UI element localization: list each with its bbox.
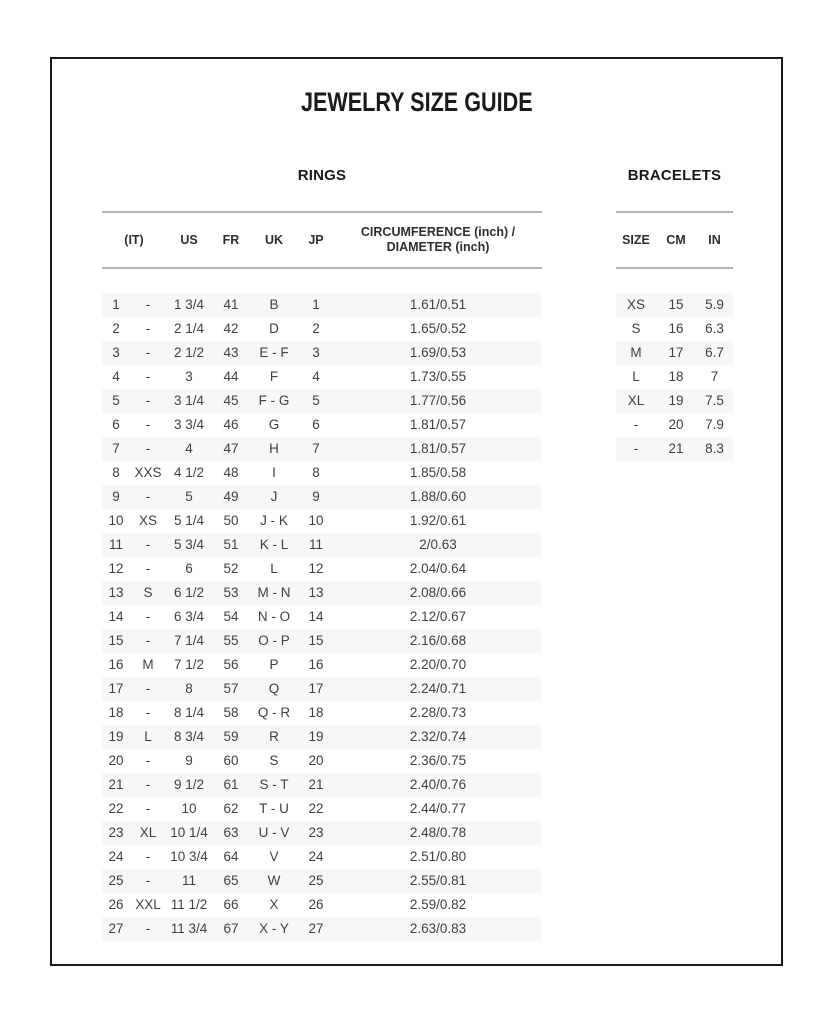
cell-it: 23 — [108, 824, 124, 840]
cell-uk: J — [270, 488, 278, 504]
cell-jp: 23 — [308, 824, 324, 840]
cell-uk: K - L — [259, 536, 289, 552]
cell-fr: 50 — [223, 512, 239, 528]
cell-uk: V — [269, 848, 279, 864]
cell-in: 7 — [710, 368, 719, 384]
table-row — [102, 605, 542, 629]
cell-circumference: 2.32/0.74 — [409, 728, 467, 744]
cell-us: 5 — [185, 488, 193, 504]
cell-jp: 10 — [308, 512, 324, 528]
cell-uk: P — [269, 656, 279, 672]
table-row — [102, 293, 542, 317]
cell-jp: 6 — [312, 416, 320, 432]
table-row — [102, 629, 542, 653]
cell-fr: 61 — [223, 776, 239, 792]
bracelets-table-body — [616, 293, 733, 461]
cell-it: 5 — [112, 392, 120, 408]
cell-it: 11 — [108, 536, 123, 552]
cell-cm: 17 — [668, 344, 684, 360]
cell-us: 11 — [181, 872, 196, 888]
cell-in: 7.9 — [705, 416, 724, 432]
cell-fr: 66 — [223, 896, 239, 912]
cell-jp: 20 — [308, 752, 324, 768]
table-row — [102, 749, 542, 773]
cell-size: M — [630, 344, 642, 360]
cell-jp: 13 — [308, 584, 324, 600]
col-header-jp: JP — [308, 232, 324, 247]
table-row — [102, 845, 542, 869]
cell-uk: F — [269, 368, 279, 384]
cell-size: S — [631, 320, 641, 336]
cell-it: 17 — [108, 680, 124, 696]
cell-circumference: 1.69/0.53 — [409, 344, 467, 360]
cell-cm: 21 — [668, 440, 684, 456]
cell-us: 2 1/2 — [173, 344, 205, 360]
cell-cm: 16 — [668, 320, 684, 336]
cell-jp: 17 — [308, 680, 324, 696]
col-header-cm: CM — [666, 232, 686, 247]
table-row — [616, 341, 733, 365]
cell-size: L — [632, 368, 640, 384]
cell-circumference: 1.81/0.57 — [409, 416, 467, 432]
cell-fr: 53 — [223, 584, 239, 600]
table-row — [102, 317, 542, 341]
table-row — [102, 893, 542, 917]
cell-jp: 24 — [308, 848, 324, 864]
cell-fr: 56 — [223, 656, 239, 672]
cell-fr: 45 — [223, 392, 239, 408]
table-row — [102, 653, 542, 677]
cell-us: 10 — [181, 800, 197, 816]
cell-intl: - — [145, 800, 151, 816]
cell-circumference: 2.63/0.83 — [409, 920, 467, 936]
cell-us: 5 3/4 — [173, 536, 205, 552]
cell-us: 6 3/4 — [173, 608, 205, 624]
cell-fr: 47 — [223, 440, 239, 456]
cell-us: 3 3/4 — [173, 416, 205, 432]
cell-it: 6 — [112, 416, 120, 432]
cell-circumference: 2.24/0.71 — [409, 680, 467, 696]
table-row — [102, 581, 542, 605]
cell-it: 25 — [108, 872, 124, 888]
cell-circumference: 2/0.63 — [419, 536, 457, 552]
table-row — [102, 341, 542, 365]
cell-circumference: 1.81/0.57 — [409, 440, 467, 456]
cell-in: 6.7 — [705, 344, 724, 360]
col-header-fr: FR — [222, 232, 240, 247]
table-row — [102, 485, 542, 509]
cell-circumference: 2.28/0.73 — [409, 704, 467, 720]
cell-in: 7.5 — [705, 392, 724, 408]
table-row — [102, 509, 542, 533]
cell-circumference: 2.48/0.78 — [409, 824, 467, 840]
cell-us: 3 — [185, 368, 193, 384]
cell-jp: 26 — [308, 896, 324, 912]
size-guide-content — [52, 167, 781, 941]
table-row — [102, 413, 542, 437]
cell-circumference: 2.59/0.82 — [409, 896, 467, 912]
cell-it: 10 — [108, 512, 124, 528]
cell-it: 14 — [108, 608, 124, 624]
rings-header-row — [102, 211, 542, 269]
cell-jp: 7 — [312, 440, 320, 456]
cell-us: 6 1/2 — [173, 584, 205, 600]
cell-jp: 14 — [308, 608, 324, 624]
cell-jp: 11 — [308, 536, 323, 552]
cell-us: 8 3/4 — [173, 728, 205, 744]
cell-size: - — [633, 416, 639, 432]
cell-intl: S — [143, 584, 153, 600]
rings-section-title: RINGS — [297, 167, 347, 184]
cell-intl: - — [145, 608, 151, 624]
cell-fr: 48 — [223, 464, 239, 480]
cell-jp: 16 — [308, 656, 324, 672]
cell-intl: - — [145, 296, 151, 312]
cell-it: 9 — [112, 488, 120, 504]
cell-fr: 44 — [223, 368, 239, 384]
cell-uk: Q - R — [257, 704, 291, 720]
cell-us: 4 — [185, 440, 193, 456]
cell-uk: S - T — [259, 776, 289, 792]
cell-uk: R — [269, 728, 279, 744]
cell-fr: 41 — [223, 296, 239, 312]
cell-fr: 60 — [223, 752, 239, 768]
table-row — [102, 917, 542, 941]
cell-us: 9 1/2 — [173, 776, 205, 792]
cell-circumference: 2.08/0.66 — [409, 584, 467, 600]
cell-us: 10 3/4 — [170, 848, 208, 864]
table-row — [102, 389, 542, 413]
table-row — [616, 365, 733, 389]
rings-section — [102, 167, 542, 941]
cell-it: 8 — [112, 464, 120, 480]
table-row — [616, 389, 733, 413]
cell-intl: XXL — [135, 896, 161, 912]
cell-uk: N - O — [257, 608, 291, 624]
cell-jp: 18 — [308, 704, 324, 720]
cell-in: 5.9 — [705, 296, 724, 312]
cell-fr: 57 — [223, 680, 239, 696]
size-guide-panel — [50, 57, 783, 966]
cell-fr: 63 — [223, 824, 239, 840]
cell-uk: O - P — [258, 632, 290, 648]
table-row — [102, 677, 542, 701]
cell-intl: M — [142, 656, 154, 672]
cell-intl: - — [145, 704, 151, 720]
table-row — [616, 317, 733, 341]
cell-fr: 67 — [223, 920, 239, 936]
cell-fr: 49 — [223, 488, 239, 504]
cell-intl: - — [145, 848, 151, 864]
cell-fr: 55 — [223, 632, 239, 648]
cell-intl: - — [145, 416, 151, 432]
cell-us: 3 1/4 — [173, 392, 205, 408]
cell-circumference: 2.44/0.77 — [409, 800, 467, 816]
cell-fr: 58 — [223, 704, 239, 720]
table-row — [102, 533, 542, 557]
cell-us: 9 — [185, 752, 193, 768]
cell-fr: 46 — [223, 416, 239, 432]
cell-circumference: 2.36/0.75 — [409, 752, 467, 768]
cell-uk: B — [269, 296, 279, 312]
cell-intl: XS — [138, 512, 157, 528]
cell-uk: J - K — [260, 512, 288, 528]
cell-it: 13 — [108, 584, 124, 600]
cell-it: 12 — [108, 560, 124, 576]
cell-it: 15 — [108, 632, 124, 648]
col-header-us: US — [180, 232, 198, 247]
cell-us: 8 — [185, 680, 193, 696]
cell-cm: 15 — [668, 296, 684, 312]
cell-us: 11 1/2 — [170, 896, 208, 912]
cell-it: 26 — [108, 896, 124, 912]
cell-it: 3 — [112, 344, 120, 360]
cell-uk: W — [267, 872, 281, 888]
cell-intl: XXS — [134, 464, 162, 480]
cell-fr: 65 — [223, 872, 239, 888]
cell-it: 22 — [108, 800, 124, 816]
table-row — [102, 461, 542, 485]
cell-intl: L — [144, 728, 152, 744]
cell-it: 2 — [112, 320, 120, 336]
cell-intl: - — [145, 920, 151, 936]
cell-circumference: 2.04/0.64 — [409, 560, 467, 576]
cell-intl: - — [145, 680, 151, 696]
cell-jp: 21 — [308, 776, 324, 792]
table-row — [102, 557, 542, 581]
table-row — [102, 773, 542, 797]
cell-uk: U - V — [258, 824, 290, 840]
cell-us: 5 1/4 — [173, 512, 205, 528]
cell-fr: 42 — [223, 320, 239, 336]
cell-us: 7 1/2 — [173, 656, 205, 672]
cell-size: - — [633, 440, 639, 456]
cell-circumference: 2.16/0.68 — [409, 632, 467, 648]
cell-us: 7 1/4 — [173, 632, 205, 648]
col-header-size: SIZE — [622, 232, 650, 247]
table-row — [102, 365, 542, 389]
cell-circumference: 2.51/0.80 — [409, 848, 467, 864]
cell-circumference: 2.20/0.70 — [409, 656, 467, 672]
table-row — [102, 725, 542, 749]
cell-fr: 62 — [223, 800, 239, 816]
cell-circumference: 1.65/0.52 — [409, 320, 467, 336]
col-header-circumference: CIRCUMFERENCE (inch) / DIAMETER (inch) — [360, 225, 516, 254]
cell-uk: G — [268, 416, 280, 432]
col-header-it: (IT) — [124, 232, 144, 247]
table-row — [616, 413, 733, 437]
cell-it: 21 — [108, 776, 124, 792]
cell-circumference: 1.73/0.55 — [409, 368, 467, 384]
cell-circumference: 2.40/0.76 — [409, 776, 467, 792]
cell-intl: - — [145, 776, 151, 792]
cell-intl: - — [145, 560, 151, 576]
cell-fr: 51 — [223, 536, 239, 552]
col-header-in: IN — [708, 232, 721, 247]
cell-uk: E - F — [259, 344, 289, 360]
cell-it: 18 — [108, 704, 124, 720]
cell-it: 27 — [108, 920, 124, 936]
cell-us: 6 — [185, 560, 193, 576]
cell-intl: XL — [139, 824, 157, 840]
cell-jp: 1 — [312, 296, 320, 312]
cell-intl: - — [145, 872, 151, 888]
cell-cm: 20 — [668, 416, 684, 432]
cell-size: XS — [626, 296, 645, 312]
cell-fr: 52 — [223, 560, 239, 576]
cell-jp: 2 — [312, 320, 320, 336]
cell-circumference: 1.92/0.61 — [409, 512, 467, 528]
cell-fr: 64 — [223, 848, 239, 864]
page-title: JEWELRY SIZE GUIDE — [300, 87, 533, 117]
cell-jp: 8 — [312, 464, 320, 480]
cell-it: 16 — [108, 656, 124, 672]
cell-fr: 59 — [223, 728, 239, 744]
cell-circumference: 2.55/0.81 — [409, 872, 467, 888]
cell-jp: 15 — [308, 632, 324, 648]
cell-circumference: 1.77/0.56 — [409, 392, 467, 408]
cell-intl: - — [145, 368, 151, 384]
cell-us: 10 1/4 — [170, 824, 208, 840]
cell-uk: X — [269, 896, 279, 912]
cell-intl: - — [145, 392, 151, 408]
cell-uk: D — [269, 320, 279, 336]
cell-jp: 4 — [312, 368, 320, 384]
rings-table-body — [102, 293, 542, 941]
cell-it: 20 — [108, 752, 124, 768]
cell-circumference: 2.12/0.67 — [409, 608, 467, 624]
cell-intl: - — [145, 536, 151, 552]
cell-jp: 19 — [308, 728, 324, 744]
cell-jp: 12 — [308, 560, 324, 576]
cell-cm: 19 — [668, 392, 684, 408]
cell-jp: 27 — [308, 920, 324, 936]
cell-uk: I — [272, 464, 276, 480]
cell-intl: - — [145, 440, 151, 456]
cell-uk: T - U — [259, 800, 289, 816]
cell-jp: 3 — [312, 344, 320, 360]
table-row — [102, 869, 542, 893]
cell-jp: 5 — [312, 392, 320, 408]
table-row — [102, 701, 542, 725]
cell-uk: X - Y — [259, 920, 289, 936]
cell-jp: 22 — [308, 800, 324, 816]
col-header-uk: UK — [264, 232, 284, 247]
cell-us: 1 3/4 — [173, 296, 205, 312]
cell-it: 24 — [108, 848, 124, 864]
cell-circumference: 1.85/0.58 — [409, 464, 467, 480]
cell-jp: 9 — [312, 488, 320, 504]
cell-size: XL — [627, 392, 645, 408]
cell-it: 19 — [108, 728, 124, 744]
cell-us: 2 1/4 — [173, 320, 205, 336]
table-row — [616, 293, 733, 317]
bracelets-section-title: BRACELETS — [627, 167, 722, 184]
cell-circumference: 1.88/0.60 — [409, 488, 467, 504]
cell-uk: S — [269, 752, 279, 768]
table-row — [102, 821, 542, 845]
cell-intl: - — [145, 752, 151, 768]
table-row — [102, 797, 542, 821]
cell-uk: Q — [268, 680, 280, 696]
cell-jp: 25 — [308, 872, 324, 888]
cell-uk: F - G — [258, 392, 290, 408]
cell-circumference: 1.61/0.51 — [409, 296, 467, 312]
cell-uk: H — [269, 440, 279, 456]
cell-uk: M - N — [257, 584, 291, 600]
cell-it: 7 — [112, 440, 120, 456]
cell-it: 1 — [112, 296, 120, 312]
bracelets-header-row — [616, 211, 733, 269]
cell-it: 4 — [112, 368, 120, 384]
cell-intl: - — [145, 632, 151, 648]
cell-intl: - — [145, 344, 151, 360]
bracelets-section — [616, 167, 733, 941]
cell-uk: L — [270, 560, 278, 576]
cell-intl: - — [145, 488, 151, 504]
cell-fr: 43 — [223, 344, 239, 360]
table-row — [616, 437, 733, 461]
cell-in: 8.3 — [705, 440, 724, 456]
cell-us: 11 3/4 — [170, 920, 208, 936]
cell-in: 6.3 — [705, 320, 724, 336]
cell-fr: 54 — [223, 608, 239, 624]
cell-us: 8 1/4 — [173, 704, 205, 720]
cell-cm: 18 — [668, 368, 684, 384]
cell-us: 4 1/2 — [173, 464, 205, 480]
cell-intl: - — [145, 320, 151, 336]
table-row — [102, 437, 542, 461]
